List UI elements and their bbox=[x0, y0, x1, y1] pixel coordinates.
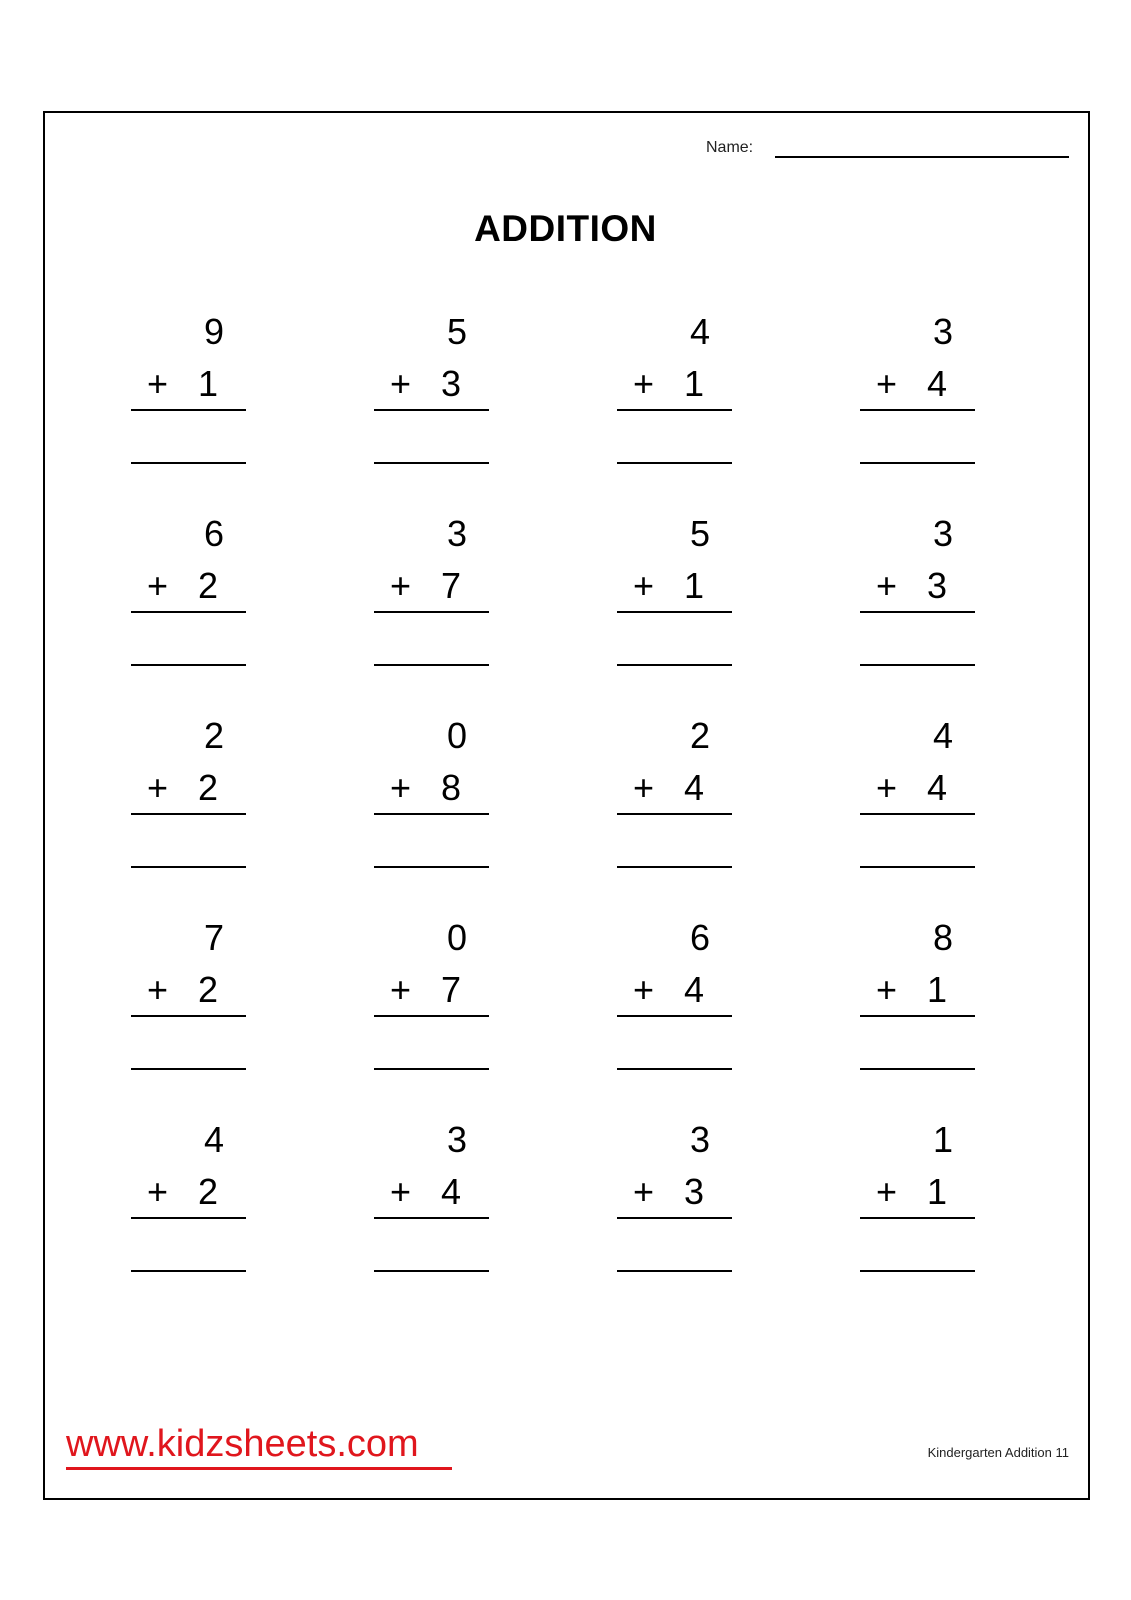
answer-line[interactable] bbox=[131, 1068, 246, 1070]
sum-rule bbox=[860, 1217, 975, 1219]
answer-line[interactable] bbox=[860, 462, 975, 464]
addition-problem bbox=[617, 918, 732, 1078]
plus-sign: + bbox=[147, 767, 169, 808]
bottom-addend: 2 bbox=[197, 565, 218, 606]
sum-rule bbox=[374, 611, 489, 613]
sum-rule bbox=[860, 1015, 975, 1017]
top-addend: 3 bbox=[446, 1119, 467, 1160]
top-addend: 1 bbox=[932, 1119, 953, 1160]
bottom-addend: 3 bbox=[926, 565, 947, 606]
answer-line[interactable] bbox=[617, 1068, 732, 1070]
addition-problem bbox=[860, 514, 975, 674]
bottom-addend: 2 bbox=[197, 1171, 218, 1212]
worksheet-label: Kindergarten Addition 11 bbox=[927, 1445, 1069, 1460]
answer-line[interactable] bbox=[131, 664, 246, 666]
addition-problem bbox=[131, 918, 246, 1078]
plus-sign: + bbox=[390, 969, 412, 1010]
plus-sign: + bbox=[633, 1171, 655, 1212]
top-addend: 2 bbox=[203, 715, 224, 756]
name-field-line[interactable] bbox=[775, 156, 1069, 158]
plus-sign: + bbox=[876, 363, 898, 404]
answer-line[interactable] bbox=[617, 1270, 732, 1272]
top-addend: 3 bbox=[932, 311, 953, 352]
bottom-addend: 1 bbox=[197, 363, 218, 404]
bottom-addend: 4 bbox=[440, 1171, 461, 1212]
top-addend: 5 bbox=[689, 513, 710, 554]
top-addend: 3 bbox=[446, 513, 467, 554]
top-addend: 8 bbox=[932, 917, 953, 958]
plus-sign: + bbox=[876, 565, 898, 606]
sum-rule bbox=[374, 409, 489, 411]
answer-line[interactable] bbox=[617, 462, 732, 464]
answer-line[interactable] bbox=[374, 664, 489, 666]
addition-problem bbox=[374, 312, 489, 472]
plus-sign: + bbox=[876, 1171, 898, 1212]
top-addend: 3 bbox=[689, 1119, 710, 1160]
sum-rule bbox=[860, 611, 975, 613]
name-label: Name: bbox=[706, 139, 754, 156]
addition-problem bbox=[131, 312, 246, 472]
addition-problem bbox=[374, 1120, 489, 1280]
bottom-addend: 1 bbox=[683, 363, 704, 404]
top-addend: 5 bbox=[446, 311, 467, 352]
top-addend: 0 bbox=[446, 715, 467, 756]
top-addend: 0 bbox=[446, 917, 467, 958]
sum-rule bbox=[374, 813, 489, 815]
sum-rule bbox=[617, 1015, 732, 1017]
bottom-addend: 3 bbox=[683, 1171, 704, 1212]
addition-problem bbox=[374, 514, 489, 674]
addition-problem bbox=[617, 312, 732, 472]
sum-rule bbox=[131, 1217, 246, 1219]
plus-sign: + bbox=[390, 767, 412, 808]
sum-rule bbox=[617, 611, 732, 613]
answer-line[interactable] bbox=[860, 866, 975, 868]
top-addend: 2 bbox=[689, 715, 710, 756]
bottom-addend: 7 bbox=[440, 969, 461, 1010]
addition-problem bbox=[617, 1120, 732, 1280]
sum-rule bbox=[860, 409, 975, 411]
addition-problem bbox=[131, 514, 246, 674]
bottom-addend: 3 bbox=[440, 363, 461, 404]
sum-rule bbox=[617, 409, 732, 411]
top-addend: 9 bbox=[203, 311, 224, 352]
answer-line[interactable] bbox=[131, 462, 246, 464]
addition-problem bbox=[374, 918, 489, 1078]
top-addend: 4 bbox=[203, 1119, 224, 1160]
bottom-addend: 8 bbox=[440, 767, 461, 808]
addition-problem bbox=[860, 918, 975, 1078]
answer-line[interactable] bbox=[617, 664, 732, 666]
addition-problem bbox=[617, 514, 732, 674]
bottom-addend: 4 bbox=[683, 969, 704, 1010]
addition-problem bbox=[860, 1120, 975, 1280]
addition-problem bbox=[860, 312, 975, 472]
sum-rule bbox=[617, 813, 732, 815]
page-title: ADDITION bbox=[474, 208, 657, 249]
plus-sign: + bbox=[633, 969, 655, 1010]
plus-sign: + bbox=[390, 1171, 412, 1212]
answer-line[interactable] bbox=[860, 664, 975, 666]
bottom-addend: 7 bbox=[440, 565, 461, 606]
answer-line[interactable] bbox=[131, 1270, 246, 1272]
sum-rule bbox=[617, 1217, 732, 1219]
bottom-addend: 4 bbox=[926, 767, 947, 808]
top-addend: 6 bbox=[203, 513, 224, 554]
sum-rule bbox=[131, 813, 246, 815]
sum-rule bbox=[131, 1015, 246, 1017]
website-link-underline bbox=[66, 1467, 452, 1470]
answer-line[interactable] bbox=[131, 866, 246, 868]
answer-line[interactable] bbox=[860, 1270, 975, 1272]
bottom-addend: 1 bbox=[926, 1171, 947, 1212]
plus-sign: + bbox=[633, 565, 655, 606]
bottom-addend: 2 bbox=[197, 767, 218, 808]
answer-line[interactable] bbox=[374, 1270, 489, 1272]
addition-problem bbox=[374, 716, 489, 876]
plus-sign: + bbox=[390, 565, 412, 606]
plus-sign: + bbox=[147, 363, 169, 404]
addition-problem bbox=[617, 716, 732, 876]
sum-rule bbox=[131, 611, 246, 613]
website-link[interactable]: www.kidzsheets.com bbox=[66, 1423, 419, 1465]
plus-sign: + bbox=[390, 363, 412, 404]
top-addend: 4 bbox=[932, 715, 953, 756]
top-addend: 3 bbox=[932, 513, 953, 554]
sum-rule bbox=[860, 813, 975, 815]
answer-line[interactable] bbox=[374, 1068, 489, 1070]
plus-sign: + bbox=[876, 969, 898, 1010]
top-addend: 4 bbox=[689, 311, 710, 352]
answer-line[interactable] bbox=[374, 462, 489, 464]
plus-sign: + bbox=[633, 767, 655, 808]
answer-line[interactable] bbox=[617, 866, 732, 868]
plus-sign: + bbox=[147, 565, 169, 606]
plus-sign: + bbox=[633, 363, 655, 404]
bottom-addend: 2 bbox=[197, 969, 218, 1010]
bottom-addend: 1 bbox=[926, 969, 947, 1010]
answer-line[interactable] bbox=[860, 1068, 975, 1070]
top-addend: 7 bbox=[203, 917, 224, 958]
top-addend: 6 bbox=[689, 917, 710, 958]
plus-sign: + bbox=[147, 1171, 169, 1212]
plus-sign: + bbox=[876, 767, 898, 808]
addition-problem bbox=[131, 716, 246, 876]
addition-problem bbox=[860, 716, 975, 876]
sum-rule bbox=[131, 409, 246, 411]
bottom-addend: 4 bbox=[683, 767, 704, 808]
bottom-addend: 4 bbox=[926, 363, 947, 404]
sum-rule bbox=[374, 1015, 489, 1017]
answer-line[interactable] bbox=[374, 866, 489, 868]
bottom-addend: 1 bbox=[683, 565, 704, 606]
sum-rule bbox=[374, 1217, 489, 1219]
plus-sign: + bbox=[147, 969, 169, 1010]
addition-problem bbox=[131, 1120, 246, 1280]
